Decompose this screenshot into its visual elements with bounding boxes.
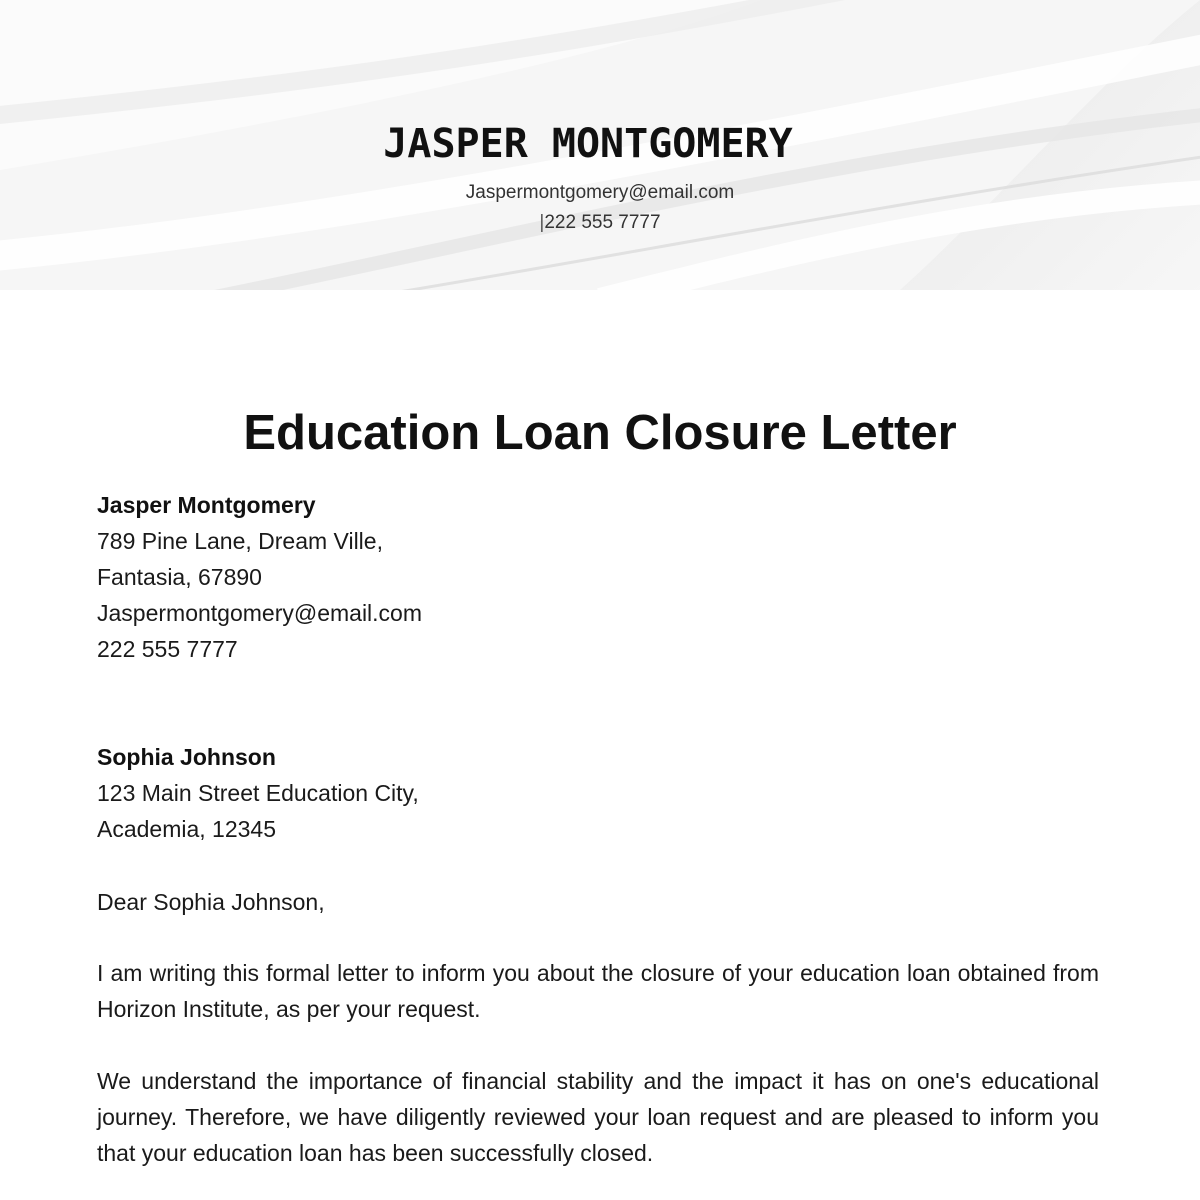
- letterhead-phone-number: 222 555 7777: [544, 212, 661, 233]
- phone-separator: |: [539, 212, 545, 233]
- sender-address-line1: 789 Pine Lane, Dream Ville,: [97, 528, 383, 554]
- sender-email: Jaspermontgomery@email.com: [97, 600, 423, 626]
- sender-phone: 222 555 7777: [97, 636, 238, 662]
- document-title: Education Loan Closure Letter: [243, 406, 957, 460]
- letterhead-banner: [0, 0, 1200, 290]
- recipient-address-line1: 123 Main Street Education City,: [97, 780, 419, 806]
- letterhead-email: Jaspermontgomery@email.com: [465, 182, 735, 203]
- letter-paragraph: I am writing this formal letter to inform you about the closure of your education loan obtained from Horizon Institute, as per your request.: [97, 960, 1099, 1022]
- letterhead-name: JASPER MONTGOMERY: [383, 121, 793, 167]
- sender-name: Jasper Montgomery: [97, 492, 316, 518]
- letterhead-phone: [0, 210, 1200, 236]
- sender-address-line2: Fantasia, 67890: [97, 564, 262, 590]
- letter-paragraph: We understand the importance of financial stability and the impact it has on one's educational journey. Therefore, we have diligently reviewed your loan request and are pleased to inform you that your education loan has been successfully closed.: [97, 1068, 1099, 1166]
- sender-address-block: [97, 487, 1099, 667]
- recipient-name: Sophia Johnson: [97, 744, 276, 770]
- recipient-address-block: [97, 739, 1099, 847]
- recipient-address-line2: Academia, 12345: [97, 816, 277, 842]
- letter-greeting: Dear Sophia Johnson,: [97, 889, 325, 915]
